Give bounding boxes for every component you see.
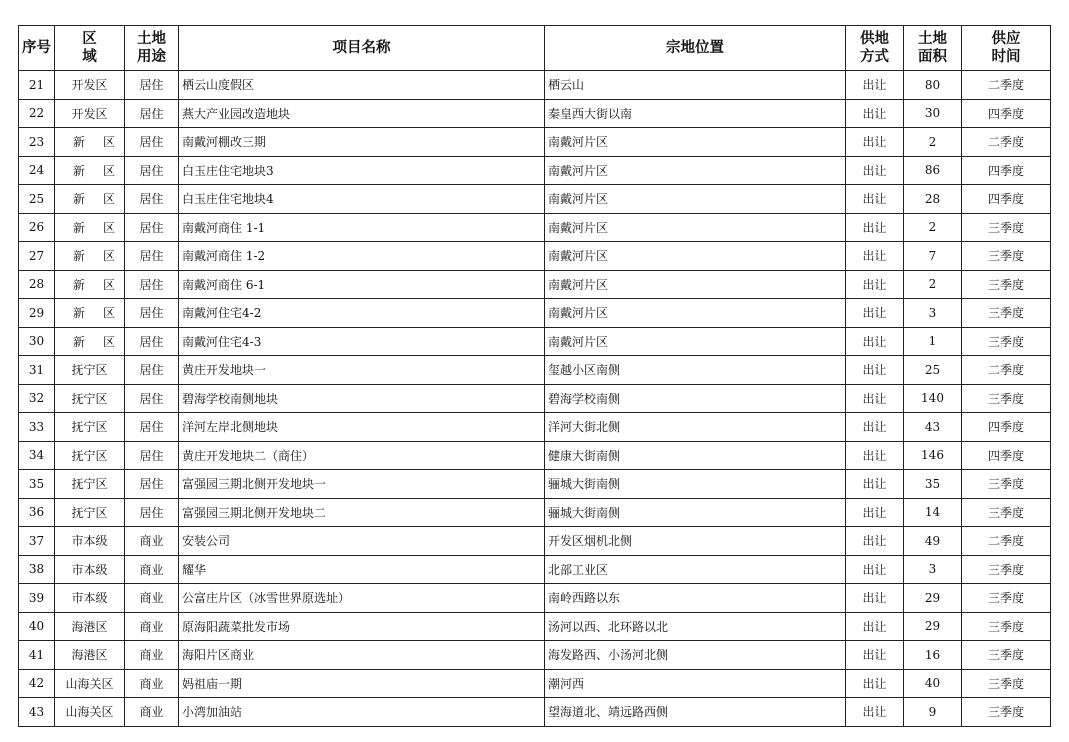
cell-land-area: 80 [904,71,962,100]
cell-no: 33 [19,413,55,442]
cell-district: 新区 [55,185,125,214]
cell-district: 抚宁区 [55,356,125,385]
cell-district: 新区 [55,128,125,157]
cell-project-name: 小湾加油站 [179,698,545,727]
cell-supply-method: 出让 [846,413,904,442]
header-location: 宗地位置 [545,26,846,71]
cell-land-use: 居住 [125,384,179,413]
cell-no: 38 [19,555,55,584]
cell-district: 海港区 [55,612,125,641]
cell-project-name: 黄庄开发地块二（商住） [179,441,545,470]
cell-supply-method: 出让 [846,669,904,698]
cell-land-area: 2 [904,213,962,242]
cell-land-use: 商业 [125,641,179,670]
cell-project-name: 南戴河棚改三期 [179,128,545,157]
cell-no: 24 [19,156,55,185]
cell-project-name: 白玉庄住宅地块4 [179,185,545,214]
table-row [19,498,1051,527]
table-row [19,470,1051,499]
table-row [19,327,1051,356]
cell-project-name: 富强园三期北侧开发地块二 [179,498,545,527]
cell-land-use: 商业 [125,584,179,613]
cell-no: 31 [19,356,55,385]
cell-district: 新区 [55,213,125,242]
cell-no: 27 [19,242,55,271]
cell-supply-method: 出让 [846,641,904,670]
cell-no: 22 [19,99,55,128]
cell-district: 新区 [55,299,125,328]
cell-land-area: 40 [904,669,962,698]
table-row [19,669,1051,698]
header-land-area: 土地 面积 [904,26,962,71]
table-row [19,555,1051,584]
header-no: 序号 [19,26,55,71]
header-land-use: 土地 用途 [125,26,179,71]
cell-land-area: 7 [904,242,962,271]
table-row [19,584,1051,613]
table-row [19,413,1051,442]
cell-supply-time: 四季度 [962,441,1051,470]
cell-supply-method: 出让 [846,299,904,328]
cell-land-use: 居住 [125,128,179,157]
cell-land-area: 30 [904,99,962,128]
cell-supply-method: 出让 [846,185,904,214]
cell-project-name: 南戴河商住 1-1 [179,213,545,242]
table-row [19,156,1051,185]
cell-location: 开发区烟机北侧 [545,527,846,556]
cell-land-area: 29 [904,584,962,613]
cell-land-area: 140 [904,384,962,413]
cell-supply-time: 三季度 [962,299,1051,328]
cell-project-name: 洋河左岸北侧地块 [179,413,545,442]
table-row [19,71,1051,100]
table-header-row [19,26,1051,71]
cell-location: 南戴河片区 [545,128,846,157]
cell-district: 市本级 [55,527,125,556]
cell-project-name: 耀华 [179,555,545,584]
cell-land-use: 居住 [125,498,179,527]
cell-no: 37 [19,527,55,556]
cell-land-use: 居住 [125,99,179,128]
cell-land-area: 1 [904,327,962,356]
header-district: 区 域 [55,26,125,71]
cell-land-use: 居住 [125,299,179,328]
cell-supply-method: 出让 [846,612,904,641]
cell-location: 南戴河片区 [545,156,846,185]
cell-land-area: 9 [904,698,962,727]
cell-no: 32 [19,384,55,413]
cell-location: 骊城大街南侧 [545,470,846,499]
cell-supply-time: 三季度 [962,384,1051,413]
cell-supply-time: 三季度 [962,698,1051,727]
cell-project-name: 南戴河住宅4-3 [179,327,545,356]
cell-no: 36 [19,498,55,527]
cell-project-name: 南戴河商住 6-1 [179,270,545,299]
cell-land-area: 29 [904,612,962,641]
cell-no: 21 [19,71,55,100]
cell-district: 山海关区 [55,669,125,698]
cell-location: 汤河以西、北环路以北 [545,612,846,641]
cell-land-use: 居住 [125,156,179,185]
cell-no: 26 [19,213,55,242]
cell-district: 开发区 [55,71,125,100]
cell-district: 开发区 [55,99,125,128]
cell-supply-time: 四季度 [962,156,1051,185]
header-supply-method: 供地 方式 [846,26,904,71]
cell-location: 健康大街南侧 [545,441,846,470]
cell-land-use: 商业 [125,555,179,584]
cell-no: 40 [19,612,55,641]
cell-no: 34 [19,441,55,470]
table-row [19,641,1051,670]
cell-project-name: 栖云山度假区 [179,71,545,100]
cell-supply-time: 二季度 [962,128,1051,157]
cell-district: 新区 [55,327,125,356]
cell-land-use: 商业 [125,669,179,698]
cell-land-area: 49 [904,527,962,556]
cell-location: 南岭西路以东 [545,584,846,613]
cell-land-use: 居住 [125,470,179,499]
cell-supply-method: 出让 [846,441,904,470]
table-row [19,213,1051,242]
cell-land-area: 35 [904,470,962,499]
cell-supply-time: 三季度 [962,669,1051,698]
cell-supply-time: 三季度 [962,242,1051,271]
header-project-name: 项目名称 [179,26,545,71]
cell-supply-method: 出让 [846,128,904,157]
cell-land-area: 25 [904,356,962,385]
cell-district: 抚宁区 [55,498,125,527]
cell-project-name: 妈祖庙一期 [179,669,545,698]
land-supply-table [18,25,1051,727]
cell-land-use: 商业 [125,612,179,641]
table-body [19,71,1051,727]
cell-location: 秦皇西大街以南 [545,99,846,128]
cell-supply-time: 三季度 [962,327,1051,356]
cell-project-name: 碧海学校南侧地块 [179,384,545,413]
cell-project-name: 富强园三期北侧开发地块一 [179,470,545,499]
cell-land-use: 居住 [125,413,179,442]
cell-supply-method: 出让 [846,470,904,499]
cell-project-name: 燕大产业园改造地块 [179,99,545,128]
cell-supply-time: 四季度 [962,413,1051,442]
cell-district: 抚宁区 [55,384,125,413]
cell-project-name: 安装公司 [179,527,545,556]
cell-location: 南戴河片区 [545,270,846,299]
cell-district: 山海关区 [55,698,125,727]
cell-supply-method: 出让 [846,527,904,556]
cell-land-area: 86 [904,156,962,185]
cell-supply-method: 出让 [846,327,904,356]
cell-no: 41 [19,641,55,670]
table-row [19,99,1051,128]
cell-district: 新区 [55,242,125,271]
cell-supply-method: 出让 [846,213,904,242]
cell-land-area: 2 [904,270,962,299]
cell-land-area: 3 [904,555,962,584]
cell-location: 南戴河片区 [545,213,846,242]
cell-project-name: 南戴河商住 1-2 [179,242,545,271]
table-row [19,185,1051,214]
cell-supply-method: 出让 [846,584,904,613]
cell-land-use: 居住 [125,441,179,470]
cell-land-use: 居住 [125,270,179,299]
table-row [19,527,1051,556]
cell-project-name: 白玉庄住宅地块3 [179,156,545,185]
cell-location: 潮河西 [545,669,846,698]
cell-supply-time: 三季度 [962,641,1051,670]
table-row [19,299,1051,328]
cell-no: 25 [19,185,55,214]
cell-location: 洋河大街北侧 [545,413,846,442]
cell-supply-time: 三季度 [962,213,1051,242]
cell-project-name: 黄庄开发地块一 [179,356,545,385]
cell-no: 43 [19,698,55,727]
cell-district: 新区 [55,270,125,299]
cell-location: 碧海学校南侧 [545,384,846,413]
cell-supply-time: 三季度 [962,270,1051,299]
cell-land-use: 商业 [125,698,179,727]
cell-location: 南戴河片区 [545,185,846,214]
cell-supply-time: 二季度 [962,71,1051,100]
cell-no: 42 [19,669,55,698]
cell-district: 市本级 [55,555,125,584]
cell-supply-method: 出让 [846,156,904,185]
cell-supply-method: 出让 [846,698,904,727]
cell-project-name: 南戴河住宅4-2 [179,299,545,328]
cell-land-area: 28 [904,185,962,214]
cell-land-area: 43 [904,413,962,442]
cell-supply-time: 三季度 [962,470,1051,499]
header-supply-time: 供应 时间 [962,26,1051,71]
cell-location: 望海道北、靖远路西侧 [545,698,846,727]
cell-no: 29 [19,299,55,328]
cell-supply-method: 出让 [846,270,904,299]
cell-project-name: 公富庄片区（冰雪世界原选址） [179,584,545,613]
table-row [19,612,1051,641]
cell-supply-method: 出让 [846,555,904,584]
cell-location: 南戴河片区 [545,242,846,271]
cell-supply-method: 出让 [846,99,904,128]
cell-land-area: 16 [904,641,962,670]
table-row [19,128,1051,157]
cell-land-use: 居住 [125,356,179,385]
cell-district: 新区 [55,156,125,185]
cell-location: 南戴河片区 [545,327,846,356]
cell-supply-method: 出让 [846,356,904,385]
cell-no: 35 [19,470,55,499]
cell-land-use: 居住 [125,327,179,356]
cell-supply-time: 三季度 [962,584,1051,613]
cell-supply-method: 出让 [846,384,904,413]
cell-location: 南戴河片区 [545,299,846,328]
cell-land-use: 居住 [125,185,179,214]
cell-land-area: 146 [904,441,962,470]
cell-supply-time: 三季度 [962,612,1051,641]
cell-no: 23 [19,128,55,157]
cell-supply-time: 二季度 [962,356,1051,385]
cell-location: 北部工业区 [545,555,846,584]
cell-location: 栖云山 [545,71,846,100]
cell-land-use: 居住 [125,242,179,271]
cell-district: 抚宁区 [55,413,125,442]
cell-location: 海发路西、小汤河北侧 [545,641,846,670]
cell-district: 抚宁区 [55,470,125,499]
cell-district: 海港区 [55,641,125,670]
cell-location: 玺越小区南侧 [545,356,846,385]
cell-project-name: 海阳片区商业 [179,641,545,670]
cell-no: 28 [19,270,55,299]
table-row [19,270,1051,299]
cell-land-area: 2 [904,128,962,157]
table-row [19,356,1051,385]
table-row [19,698,1051,727]
cell-district: 抚宁区 [55,441,125,470]
table-row [19,384,1051,413]
table-row [19,441,1051,470]
cell-land-use: 商业 [125,527,179,556]
cell-land-use: 居住 [125,71,179,100]
cell-land-area: 14 [904,498,962,527]
cell-supply-method: 出让 [846,71,904,100]
cell-land-use: 居住 [125,213,179,242]
cell-supply-time: 四季度 [962,185,1051,214]
cell-project-name: 原海阳蔬菜批发市场 [179,612,545,641]
cell-no: 39 [19,584,55,613]
cell-supply-time: 三季度 [962,498,1051,527]
cell-supply-method: 出让 [846,242,904,271]
cell-district: 市本级 [55,584,125,613]
cell-supply-time: 四季度 [962,99,1051,128]
cell-supply-time: 三季度 [962,555,1051,584]
cell-location: 骊城大街南侧 [545,498,846,527]
cell-no: 30 [19,327,55,356]
cell-supply-time: 二季度 [962,527,1051,556]
cell-supply-method: 出让 [846,498,904,527]
table-row [19,242,1051,271]
cell-land-area: 3 [904,299,962,328]
